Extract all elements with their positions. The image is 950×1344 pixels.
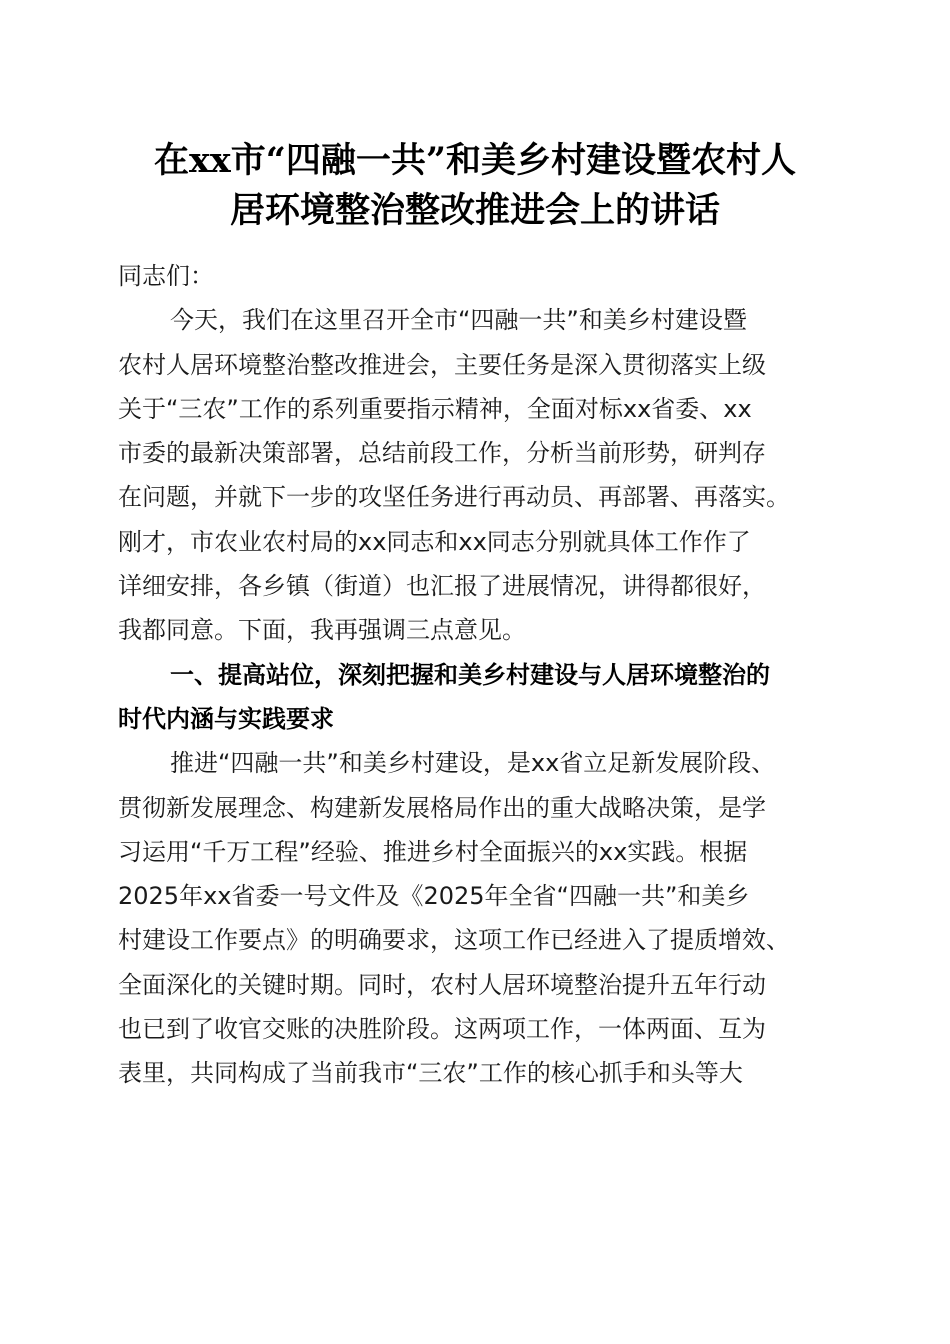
- paragraph-1-line: 农村人居环境整治整改推进会，主要任务是深入贯彻落实上级: [118, 350, 766, 379]
- paragraph-1-line: 关于“三农”工作的系列重要指示精神，全面对标xx省委、xx: [118, 394, 752, 423]
- title-line-1: 在xx市“四融一共”和美乡村建设暨农村人: [154, 140, 796, 181]
- paragraph-1-line: 我都同意。下面，我再强调三点意见。: [118, 616, 526, 645]
- document-body: [118, 254, 830, 1096]
- paragraph-2-line: 习运用“千万工程”经验、推进乡村全面振兴的xx实践。根据: [118, 837, 748, 866]
- title-line-2: 居环境整治整改推进会上的讲话: [229, 190, 720, 231]
- paragraph-2-line: 全面深化的关键时期。同时，农村人居环境整治提升五年行动: [118, 970, 766, 999]
- paragraph-1-line: 今天，我们在这里召开全市“四融一共”和美乡村建设暨: [170, 306, 747, 335]
- paragraph-2-line: 推进“四融一共”和美乡村建设，是xx省立足新发展阶段、: [170, 749, 776, 778]
- paragraph-2-line: 也已到了收官交账的决胜阶段。这两项工作，一体两面、互为: [118, 1015, 766, 1044]
- paragraph-1-line: 在问题，并就下一步的攻坚任务进行再动员、再部署、再落实。: [118, 483, 790, 512]
- document-title: [100, 136, 850, 236]
- section-heading-1-line: 一、提高站位，深刻把握和美乡村建设与人居环境整治的: [170, 660, 770, 689]
- paragraph-2-line: 村建设工作要点》的明确要求，这项工作已经进入了提质增效、: [118, 926, 790, 955]
- paragraph-1-line: 刚才，市农业农村局的xx同志和xx同志分别就具体工作作了: [118, 527, 751, 556]
- section-heading-1-line: 时代内涵与实践要求: [118, 704, 334, 733]
- paragraph-2-line: 2025年xx省委一号文件及《2025年全省“四融一共”和美乡: [118, 882, 750, 911]
- paragraph-1-line: 详细安排，各乡镇（街道）也汇报了进展情况，讲得都很好，: [118, 572, 766, 601]
- paragraph-2-line: 贯彻新发展理念、构建新发展格局作出的重大战略决策，是学: [118, 793, 766, 822]
- paragraph-2-line: 表里，共同构成了当前我市“三农”工作的核心抓手和头等大: [118, 1059, 743, 1088]
- salutation: 同志们：: [118, 262, 214, 290]
- paragraph-1-line: 市委的最新决策部署，总结前段工作，分析当前形势，研判存: [118, 439, 766, 468]
